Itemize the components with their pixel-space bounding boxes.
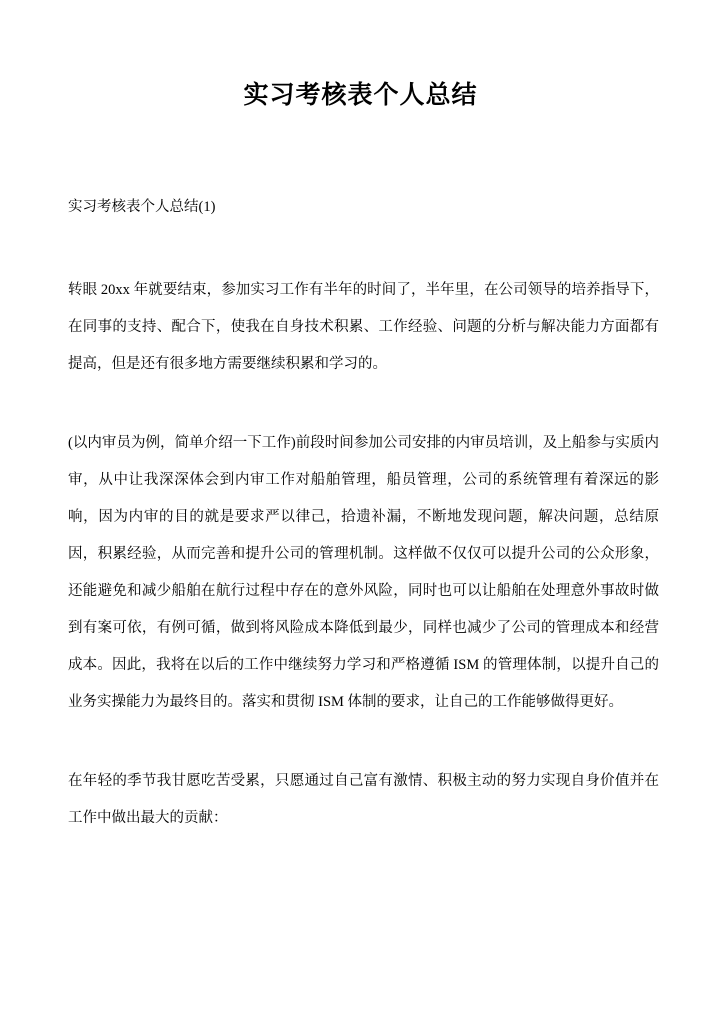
spacer	[62, 226, 659, 272]
spacer	[62, 383, 659, 425]
paragraph-3: 在年轻的季节我甘愿吃苦受累，只愿通过自己富有激情、积极主动的努力实现自身价值并在工作中做出最大的贡献：	[68, 772, 659, 826]
paragraph-1: 转眼 20xx 年就要结束，参加实习工作有半年的时间了，半年里，在公司领导的培养指导下，在同事的支持、配合下，使我在自身技术积累、工作经验、问题的分析与解决能力方面都有提高，但是还有很多地方需要继续积累和学习的。	[68, 281, 659, 372]
paragraph-2: (以内审员为例，简单介绍一下工作)前段时间参加公司安排的内审员培训，及上船参与实质内审，从中让我深深体会到内审工作对船舶管理，船员管理，公司的系统管理有着深远的影响，因为内审的目的就是要求严以律己，拾遗补漏，不断地发现问题，解决问题，总结原因，积累经验，从而完善和提升公司的管理机制。这样做不仅仅可以提升公司的公众形象，还能避免和减少船舶在航行过程中存在的意外风险，同时也可以让船舶在处理意外事故时做到有案可依，有例可循，做到将风险成本降低到最少，同样也减少了公司的管理成本和经营成本。因此，我将在以后的工作中继续努力学习和严格遵循 ISM 的管理体制，以提升自己的业务实操能力为最终目的。落实和贯彻 ISM 体制的要求，让自己的工作能够做得更好。	[68, 434, 659, 710]
spacer	[62, 159, 659, 189]
document-body	[62, 159, 659, 837]
spacer	[62, 721, 659, 763]
document-subtitle: 实习考核表个人总结(1)	[68, 199, 216, 215]
page-title: 实习考核表个人总结	[243, 82, 478, 109]
